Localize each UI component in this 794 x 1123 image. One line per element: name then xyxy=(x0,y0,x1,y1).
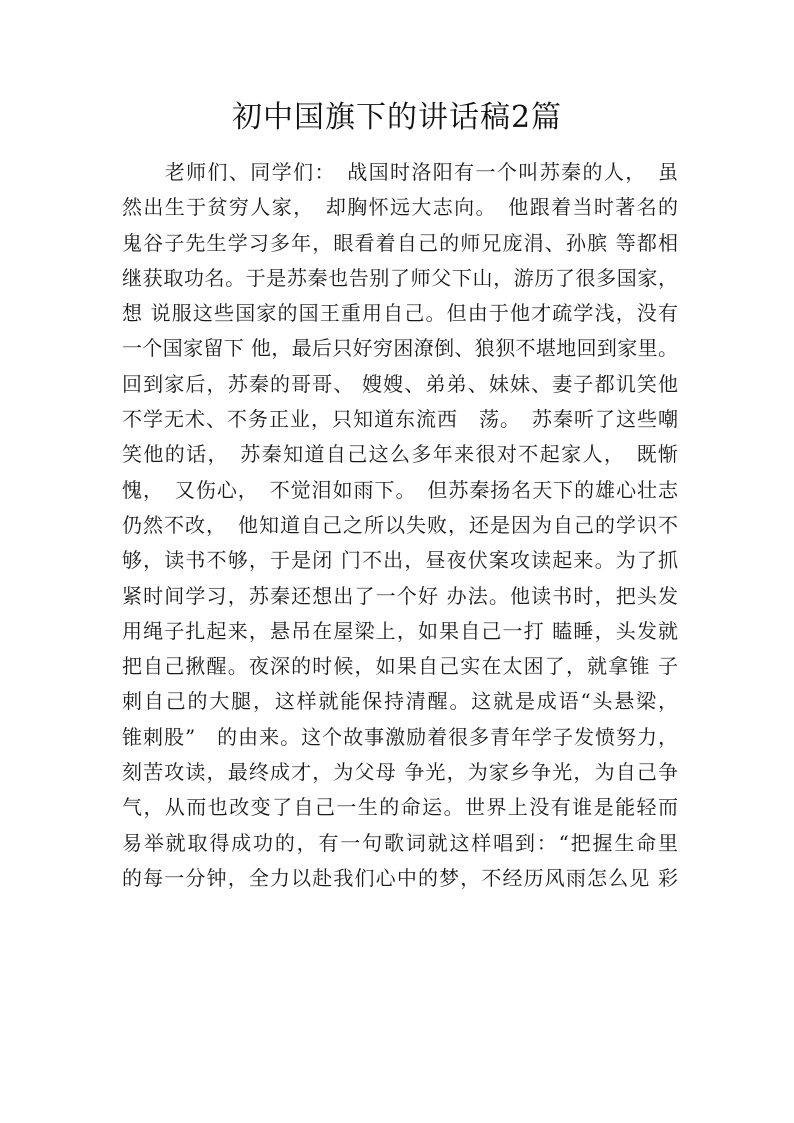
body-line: 愧， 又伤心， 不觉泪如雨下。 但苏秦扬名天下的雄心壮志 xyxy=(122,477,678,502)
body-line: 鬼谷子先生学习多年，眼看着自己的师兄庞涓、孙膑 等都相 xyxy=(122,230,678,255)
body-line: 气，从而也改变了自己一生的命运。世界上没有谁是能轻而 xyxy=(122,795,678,820)
body-line: 笑他的话， 苏秦知道自己这么多年来很对不起家人， 既惭 xyxy=(122,442,678,467)
body-line: 然出生于贫穷人家， 却胸怀远大志向。 他跟着当时著名的 xyxy=(122,195,678,220)
body-line: 想 说服这些国家的国王重用自己。但由于他才疏学浅，没有 xyxy=(122,301,678,326)
body-line: 锥刺股” 的由来。这个故事激励着很多青年学子发愤努力， xyxy=(122,724,678,749)
document-title: 初中国旗下的讲话稿2篇 xyxy=(231,100,563,135)
body-line: 继获取功名。于是苏秦也告别了师父下山，游历了很多国家， xyxy=(122,265,678,290)
body-line: 老师们、同学们： 战国时洛阳有一个叫苏秦的人， 虽 xyxy=(122,160,678,184)
body-line: 的每一分钟，全力以赴我们心中的梦，不经历风雨怎么见 彩 xyxy=(122,865,678,890)
body-line: 仍然不改， 他知道自己之所以失败，还是因为自己的学识不 xyxy=(122,512,678,537)
body-line: 把自己揪醒。夜深的时候，如果自己实在太困了，就拿锥 子 xyxy=(122,654,678,679)
body-line: 回到家后，苏秦的哥哥、 嫂嫂、弟弟、妹妹、妻子都讥笑他 xyxy=(122,371,678,396)
body-line: 易举就取得成功的，有一句歌词就这样唱到：“把握生命里 xyxy=(122,830,678,855)
body-line: 用绳子扎起来，悬吊在屋梁上，如果自己一打 瞌睡，头发就 xyxy=(122,618,678,643)
body-line: 刻苦攻读，最终成才，为父母 争光，为家乡争光，为自己争 xyxy=(122,760,678,785)
body-line: 刺自己的大腿，这样就能保持清醒。这就是成语“头悬梁， xyxy=(122,689,678,714)
document-body xyxy=(122,155,678,896)
body-line: 够，读书不够，于是闭 门不出，昼夜伏案攻读起来。为了抓 xyxy=(122,548,678,573)
body-line: 一个国家留下 他，最后只好穷困潦倒、狼狈不堪地回到家里。 xyxy=(122,336,678,361)
body-line: 紧时间学习，苏秦还想出了一个好 办法。他读书时，把头发 xyxy=(122,583,678,608)
body-line: 不学无术、不务正业，只知道东流西 荡。 苏秦听了这些嘲 xyxy=(122,407,678,432)
